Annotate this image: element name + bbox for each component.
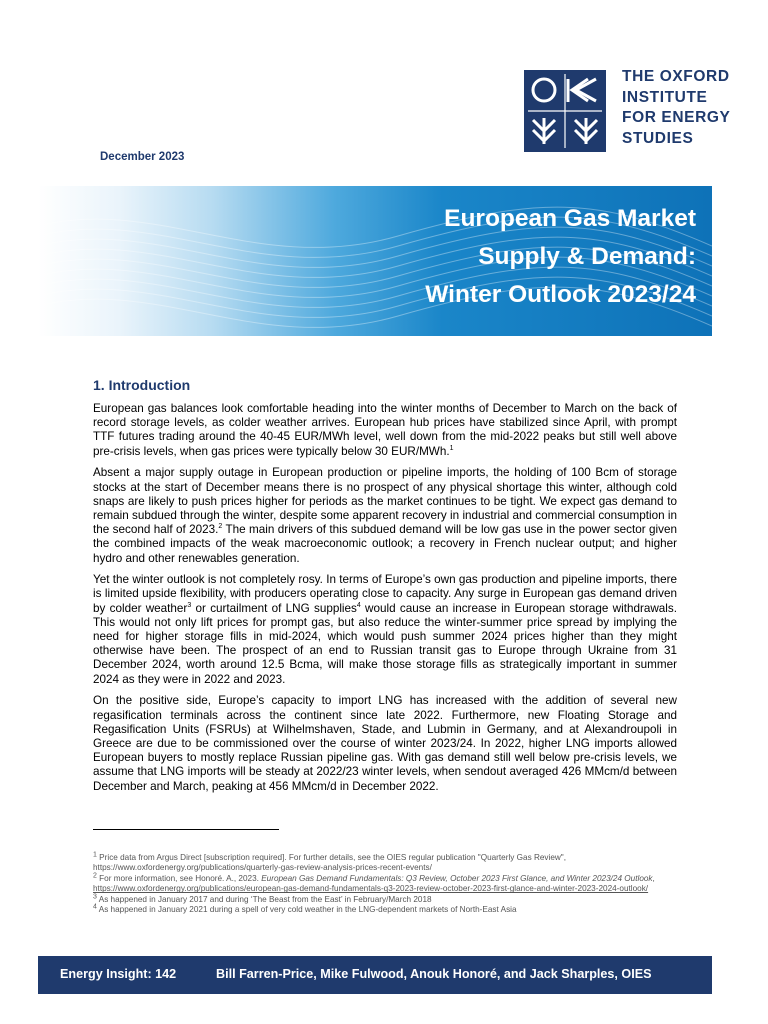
footnote: $^4$ As happened in January 2021 during a spell of very cold weather in the LNG-dependent markets of North-East Asia <box>93 903 517 915</box>
footnote-ref[interactable]: 2 <box>218 523 223 531</box>
body-text <box>93 402 677 801</box>
title-line: Supply & Demand: <box>478 243 696 270</box>
logo-line: INSTITUTE <box>622 88 708 106</box>
body-paragraph: European gas balances look comfortable heading into the winter months of December to March on the back of record storage levels, as colder weather arrives. European hub prices have stabilized since April, with prompt TTF futures trading around the 40-45 EUR/MWh level, well down from the mid-2022 peaks but still well above pre-crisis levels, when gas prices were typically below 30 EUR/MWh.$^1$ <box>93 402 677 458</box>
oies-logo-mark <box>524 70 606 152</box>
logo-line: THE OXFORD <box>622 68 730 85</box>
logo-line: FOR ENERGY <box>622 109 731 126</box>
footnote: $^2$ For more information, see Honoré. A., 2023. European Gas Demand Fundamentals: Q3 Review, October 2023 First Glance, and Winter 2023/24 Outlook, https://www.oxfordenergy.org/publications/european-gas-demand-fundamentals-q3-2023-review-october-2023-first-glance-and-winter-2023-2024-outlook/ <box>93 872 655 894</box>
logo-line: STUDIES <box>622 129 694 147</box>
cited-title: European Gas Demand Fundamentals: Q3 Review, October 2023 First Glance, and Winter 2023/24 Outlook <box>261 873 653 883</box>
body-paragraph: On the positive side, Europe’s capacity to import LNG has increased with the addition of several new regasification terminals across the continent since late 2022. Furthermore, new Floating Storage and Regasification Units (FSRUs) at Wilhelmshaven, Stade, and Lubmin in Germany, and at Alexandroupoli in Greece are due to be commissioned over the course of winter 2023/24. In 2022, higher LNG imports allowed European buyers to mostly replace Russian pipeline gas. With gas demand still well below pre-crisis levels, we assume that LNG imports will be steady at 2022/23 winter levels, when sendout averaged 426 MMcm/d between December and March, peaking at 456 MMcm/d in December 2022. <box>93 694 677 793</box>
footnote-number: 4 <box>93 903 97 911</box>
footnote-number: 1 <box>93 851 97 859</box>
title-line: European Gas Market <box>444 205 696 232</box>
footer-bar <box>38 956 712 994</box>
logo-wordmark <box>622 67 730 149</box>
footnote: $^3$ As happened in January 2017 and during ‘The Beast from the East’ in February/March 2018 <box>93 892 432 904</box>
footnote-ref[interactable]: 3 <box>187 601 192 609</box>
section-heading: 1. Introduction <box>93 377 191 393</box>
footnote: $^1$ Price data from Argus Direct [subscription required]. For further details, see the OIES regular publication "Quarterly Gas Review", https://www.oxfordenergy.org/publications/quarterly-gas-review-analysis-prices-recent-events/ <box>93 851 566 873</box>
footnote-number: 2 <box>93 872 97 880</box>
footnote-link[interactable]: https://www.oxfordenergy.org/publications/european-gas-demand-fundamentals-q3-2023-review-october-2023-first-glance-and-winter-2023-2024-outlook/ <box>93 884 649 894</box>
publication-date: December 2023 <box>100 151 185 163</box>
body-paragraph: Yet the winter outlook is not completely rosy. In terms of Europe’s own gas production and pipeline imports, there is limited upside flexibility, with producers operating close to capacity. Any surge in European gas demand driven by colder weather$^3$ or curtailment of LNG supplies$^4$ would cause an increase in European storage withdrawals. This would not only lift prices for prompt gas, but also reduce the winter-summer price spread by implying the need for higher storage fills in mid-2024, which would push summer 2024 prices higher than they might otherwise have been. The prospect of an end to Russian transit gas to Europe through Ukraine from 31 December 2024, worth around 12.5 Bcma, will make those storage fills as strategically important in summer 2024 as they were in 2022 and 2023. <box>93 573 677 686</box>
title-line: Winter Outlook 2023/24 <box>425 281 696 308</box>
footnote-ref[interactable]: 4 <box>356 601 361 609</box>
oies-logo-icon <box>524 70 606 152</box>
body-paragraph: Absent a major supply outage in European production or pipeline imports, the holding of 100 Bcm of storage stocks at the start of December means there is no prospect of any physical shortage this winter, although cold snaps are likely to push prices higher for periods as the market continues to be tight. We expect gas demand to remain subdued through the winter, despite some apparent recovery in industrial and commercial consumption in the second half of 2023.$^2$ The main drivers of this subdued demand will be low gas use in the power sector given the combined impacts of the weak macroeconomic outlook; a recovery in French nuclear output; and higher hydro and other renewables generation. <box>93 466 677 565</box>
footnote-number: 3 <box>93 892 97 900</box>
authors-label: Bill Farren-Price, Mike Fulwood, Anouk Honoré, and Jack Sharples, OIES <box>216 967 652 981</box>
footnote-separator <box>93 829 279 830</box>
series-label: Energy Insight: 142 <box>60 967 177 981</box>
title-banner <box>38 186 712 336</box>
footnote-ref[interactable]: 1 <box>449 444 454 452</box>
footnotes <box>93 853 677 915</box>
document-title <box>425 200 696 314</box>
